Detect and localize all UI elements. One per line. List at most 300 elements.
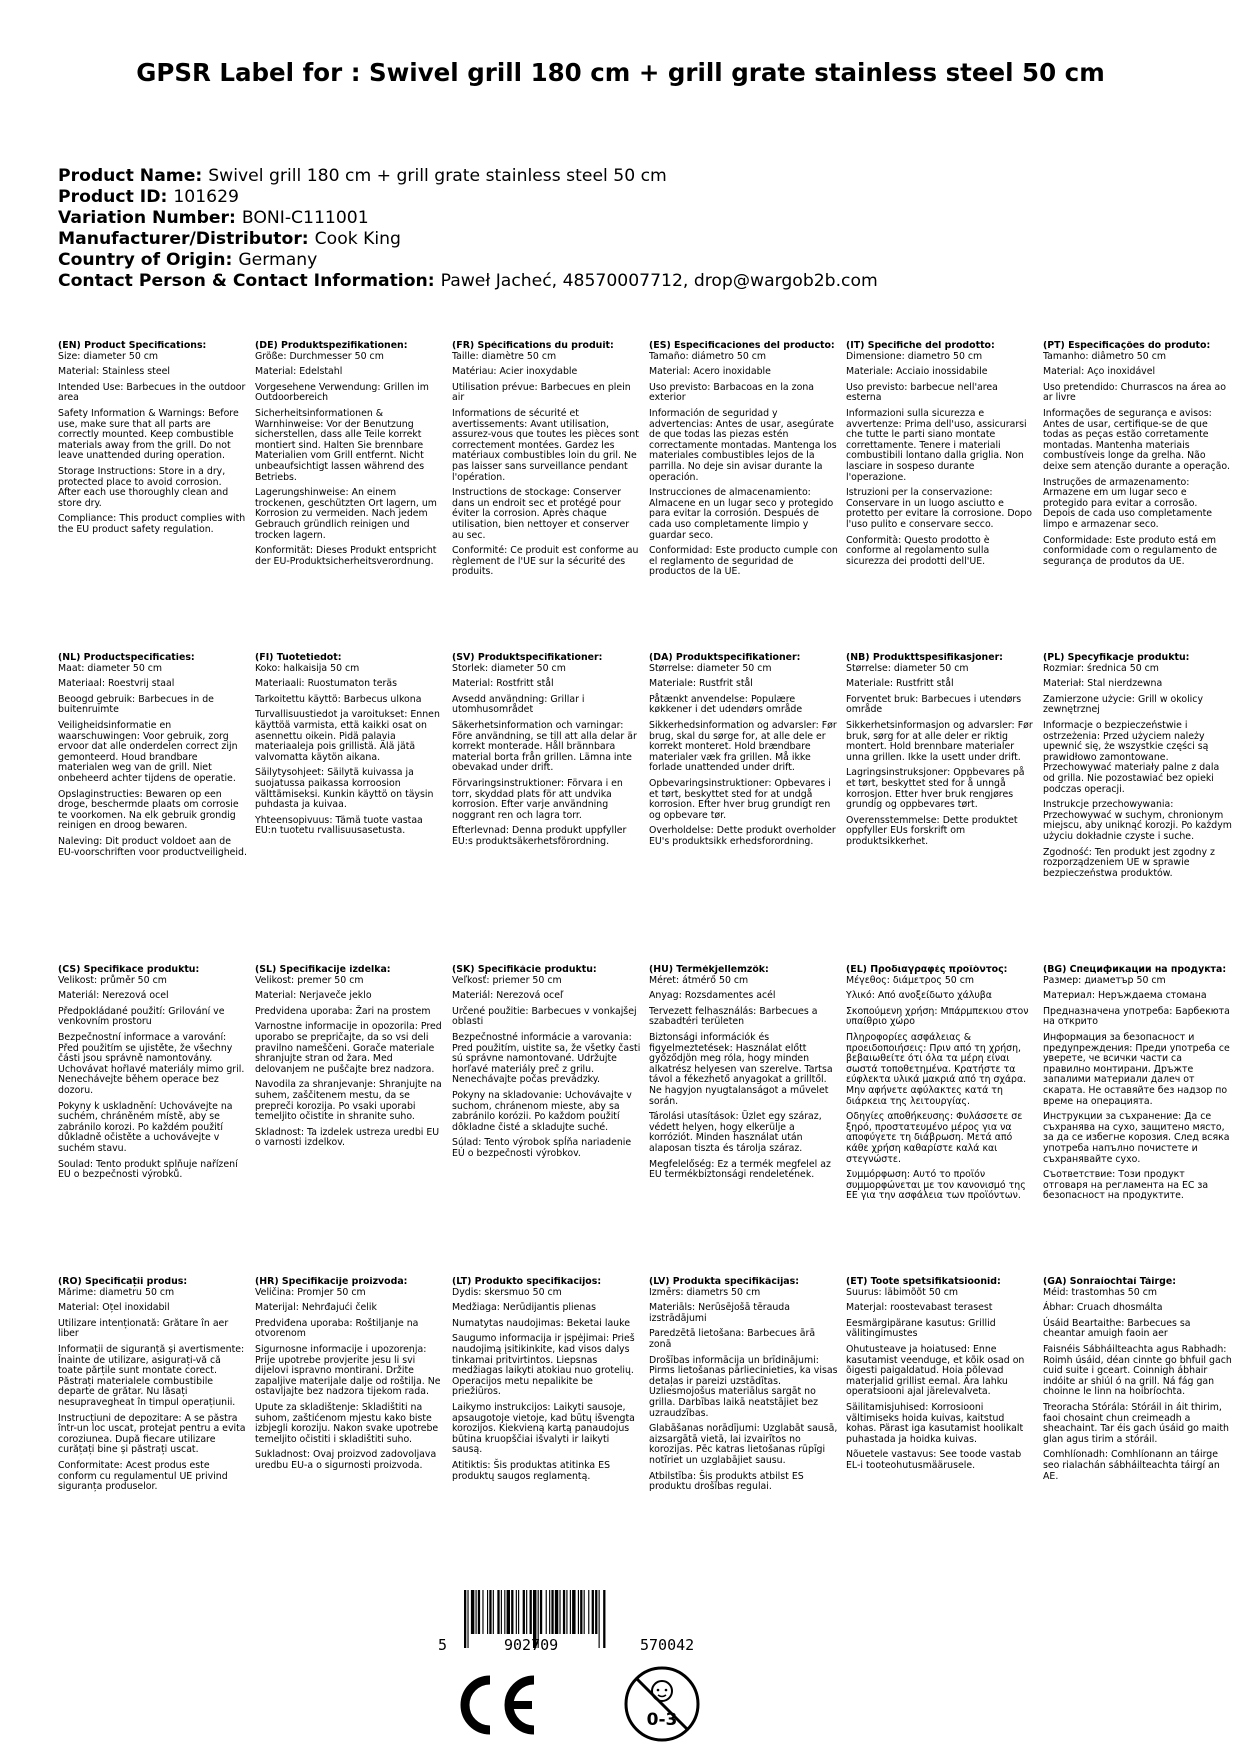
spec-paragraph xyxy=(255,1403,444,1445)
spec-text: Beoogd gebruik: Barbecues in de buitenruimte xyxy=(58,693,214,716)
spec-text: Zgodność: Ten produkt jest zgodny z rozporządzeniem UE w sprawie bezpieczeństwa produktów. xyxy=(1043,846,1215,879)
spec-text: Veľkosť: priemer 50 cm xyxy=(452,974,562,986)
spec-text: Säilytysohjeet: Säilytä kuivassa ja suojatussa paikassa korroosion välttämiseksi. Kunkin käyttö on täysin puhdasta ja kuivaa. xyxy=(255,767,434,811)
spec-text: Material: Rostfritt stål xyxy=(452,678,554,690)
spec-paragraph xyxy=(1043,478,1232,531)
spec-paragraph xyxy=(452,409,641,483)
page-title: GPSR Label for : Swivel grill 180 cm + grill grate stainless steel 50 cm xyxy=(136,58,1105,87)
product-info xyxy=(58,166,1188,292)
spec-paragraph xyxy=(649,367,838,378)
spec-text: Istruzioni per la conservazione: Conservare in un luogo asciutto e protetto per evitare la corrosione. Dopo l'uso pulito e conservare secco. xyxy=(846,487,1032,530)
spec-text: Instrucțiuni de depozitare: A se păstra într-un loc uscat, protejat pentru a evita coroziunea. După fiecare utilizare curățați bine și păstrați uscat. xyxy=(58,1412,246,1456)
spec-text: Yhteensopivuus: Tämä tuote vastaa EU:n tuotetu rvallisuusasetusta. xyxy=(255,814,423,837)
spec-heading: (EL) Προδιαγραφές προϊόντος: xyxy=(846,965,1008,975)
spec-text: Materiál: Nerezová oceľ xyxy=(452,990,564,1002)
spec-block xyxy=(1043,341,1240,653)
spec-paragraph xyxy=(452,1334,641,1398)
spec-text: Πληροφορίες ασφάλειας & προειδοποιήσεις: Πριν από τη χρήση, βεβαιωθείτε ότι όλα τα μέρη είναι σωστά τοποθετημένα. Κρατήστε τα εύφλεκτα υλικά μακριά από τη σχάρα. Μην αφήνετε αφύλακτες κατά τη διάρκεια της λειτουργίας. xyxy=(846,1031,1027,1107)
spec-text: Súlad: Tento výrobok spĺňa nariadenie EÚ o bezpečnosti výrobkov. xyxy=(452,1137,632,1159)
info-label: Country of Origin: xyxy=(58,250,233,270)
spec-block xyxy=(452,965,649,1277)
spec-text: Størrelse: diameter 50 cm xyxy=(649,662,772,674)
spec-heading: (RO) Specificații produs: xyxy=(58,1277,188,1287)
spec-text: Sicherheitsinformationen & Warnhinweise: Vor der Benutzung sicherstellen, dass alle Teile korrekt montiert sind. Halten Sie brennbare Materialien vom Grill entfernt. Nicht unbeaufsichtigt lassen während des Betriebs. xyxy=(255,407,425,483)
spec-paragraph xyxy=(846,1033,1035,1107)
language-spec-grid xyxy=(58,341,1238,1589)
spec-text: Pokyny k uskladnění: Uchovávejte na suchém, chráněném místě, aby se zabránilo korozi. Po každém použití důkladně očistěte a uchovávejte v suchém stavu. xyxy=(58,1100,233,1154)
spec-paragraph xyxy=(58,965,247,986)
spec-paragraph xyxy=(58,653,247,674)
age-warning-label: 0-3 xyxy=(646,1710,678,1730)
barcode-bar xyxy=(489,1590,491,1634)
spec-block xyxy=(255,965,452,1277)
spec-text: Megfelelőség: Ez a termék megfelel az EU termékbiztonsági rendeletének. xyxy=(649,1158,831,1181)
barcode-bar xyxy=(540,1590,542,1634)
spec-paragraph xyxy=(846,816,1035,848)
spec-text: Comhlíonadh: Comhlíonann an táirge seo rialachán sábháilteachta táirgí an AE. xyxy=(1043,1449,1220,1482)
barcode-bar xyxy=(549,1590,550,1634)
spec-paragraph xyxy=(649,721,838,774)
spec-heading: (IT) Specifiche del prodotto: xyxy=(846,341,995,351)
info-variation-number xyxy=(58,208,1188,229)
spec-paragraph xyxy=(649,341,838,362)
spec-paragraph xyxy=(255,1080,444,1122)
spec-text: Sukladnost: Ovaj proizvod zadovoljava uredbu EU-a o sigurnosti proizvoda. xyxy=(255,1449,437,1471)
spec-paragraph xyxy=(649,653,838,674)
spec-text: Atitiktis: Šis produktas atitinka ES produktų saugos reglamentą. xyxy=(452,1459,611,1482)
spec-text: Pokyny na skladovanie: Uchovávajte v suchom, chránenom mieste, aby sa zabránilo korózii. Po každom použití dôkladne čisté a skladujte suché. xyxy=(452,1089,632,1133)
spec-text: Mărime: diametru 50 cm xyxy=(58,1286,175,1298)
spec-paragraph xyxy=(846,367,1035,378)
spec-paragraph xyxy=(1043,341,1232,362)
spec-text: Forventet bruk: Barbecues i utendørs område xyxy=(846,693,1022,716)
spec-text: Uso previsto: barbecue nell'area esterna xyxy=(846,381,998,404)
spec-paragraph xyxy=(452,991,641,1002)
spec-paragraph xyxy=(255,1277,444,1298)
spec-text: Materjal: roostevabast terasest xyxy=(846,1302,993,1314)
spec-paragraph xyxy=(846,409,1035,483)
spec-heading: (NB) Produkttspesifikasjoner: xyxy=(846,653,1003,663)
spec-paragraph xyxy=(846,341,1035,362)
info-label: Product Name: xyxy=(58,166,203,186)
spec-text: Materiale: Acciaio inossidabile xyxy=(846,366,988,378)
spec-paragraph xyxy=(255,383,444,404)
spec-heading: (ES) Especificaciones del producto: xyxy=(649,341,835,351)
info-product-id xyxy=(58,187,1188,208)
spec-paragraph xyxy=(649,546,838,578)
spec-paragraph xyxy=(1043,1450,1232,1482)
spec-heading: (HU) Termékjellemzők: xyxy=(649,965,769,975)
spec-text: Ábhar: Cruach dhosmálta xyxy=(1043,1302,1163,1314)
spec-paragraph xyxy=(1043,991,1232,1002)
spec-paragraph xyxy=(1043,1277,1232,1298)
spec-text: Velikost: průměr 50 cm xyxy=(58,974,167,986)
spec-text: Velikost: premer 50 cm xyxy=(255,974,364,986)
barcode-bar xyxy=(523,1590,525,1634)
spec-paragraph xyxy=(452,826,641,847)
barcode-bar xyxy=(511,1590,513,1634)
spec-paragraph xyxy=(452,1138,641,1159)
spec-paragraph xyxy=(255,1450,444,1471)
spec-block xyxy=(649,653,846,965)
spec-block xyxy=(846,965,1043,1277)
spec-text: Soulad: Tento produkt splňuje nařízení EU o bezpečnosti výrobků. xyxy=(58,1158,238,1181)
ce-mark-icon xyxy=(454,1674,538,1736)
spec-text: Predvidena uporaba: Žari na prostem xyxy=(255,1005,431,1017)
spec-text: Предназначена употреба: Барбекюта на открито xyxy=(1043,1005,1230,1028)
spec-block xyxy=(846,653,1043,965)
spec-paragraph xyxy=(1043,367,1232,378)
spec-paragraph xyxy=(1043,1033,1232,1107)
spec-paragraph xyxy=(255,695,444,706)
spec-paragraph xyxy=(58,383,247,404)
spec-paragraph xyxy=(649,1329,838,1350)
barcode-bar xyxy=(570,1590,571,1634)
spec-heading: (PT) Especificações do produto: xyxy=(1043,341,1211,351)
spec-paragraph xyxy=(452,383,641,404)
spec-paragraph xyxy=(452,1403,641,1456)
spec-text: Laikymo instrukcijos: Laikyti sausoje, apsaugotoje vietoje, kad būtų išvengta korozijos. Kiekvieną kartą panaudojus būtina kruopščiai išvalyti ir laikyti sausą. xyxy=(452,1401,635,1456)
info-value: Paweł Jacheć, 48570007712, drop@wargob2b.com xyxy=(440,271,878,291)
spec-paragraph xyxy=(649,1033,838,1107)
spec-block xyxy=(649,965,846,1277)
spec-paragraph xyxy=(846,653,1035,674)
spec-text: Treoracha Stórála: Stóráil in áit thirim, faoi chosaint chun creimeadh a sheachaint. Tar éis gach úsáid go maith glan agus tirim a stóráil. xyxy=(1043,1401,1229,1445)
info-country-of-origin xyxy=(58,250,1188,271)
spec-text: Informații de siguranță și avertismente: Înainte de utilizare, asigurați-vă că toate părțile sunt montate corect. Păstrați materialele combustibile departe de grătar. Nu lăsați nesupravegheat în timpul operațiunii. xyxy=(58,1343,245,1408)
spec-paragraph xyxy=(846,1303,1035,1314)
spec-text: Størrelse: diameter 50 cm xyxy=(846,662,969,674)
spec-text: Påtænkt anvendelse: Populære køkkener i det udendørs område xyxy=(649,693,803,716)
barcode-bar xyxy=(546,1590,547,1634)
spec-block xyxy=(846,1277,1043,1589)
spec-paragraph xyxy=(846,695,1035,716)
info-label: Variation Number: xyxy=(58,208,236,228)
spec-text: Veličina: Promjer 50 cm xyxy=(255,1286,366,1298)
barcode-bar xyxy=(559,1590,560,1634)
spec-text: Material: Nerjaveče jeklo xyxy=(255,990,372,1002)
spec-text: Συμμόρφωση: Αυτό το προϊόν συμμορφώνεται με τον κανονισμό της ΕΕ για την ασφάλεια των προϊόντων. xyxy=(846,1169,1026,1202)
spec-paragraph xyxy=(58,1345,247,1409)
spec-text: Tervezett felhasználás: Barbecues a szabadtéri területen xyxy=(649,1005,818,1028)
spec-text: Materiaali: Ruostumaton teräs xyxy=(255,678,397,690)
spec-paragraph xyxy=(255,409,444,483)
spec-text: Overholdelse: Dette produkt overholder EU's produktsikk erhedsforordning. xyxy=(649,825,836,847)
spec-text: Faisnéis Sábháilteachta agus Rabhadh: Roimh úsáid, déan cinnte go bhfuil gach cuid suite i gceart. Coinnigh ábhair indóite ar shiúl ó na grill. Ná fág gan choinne le linn na hoibríochta. xyxy=(1043,1343,1232,1398)
spec-paragraph xyxy=(58,409,247,462)
spec-paragraph xyxy=(58,695,247,716)
spec-paragraph xyxy=(1043,1303,1232,1314)
spec-paragraph xyxy=(1043,653,1232,674)
barcode-bar xyxy=(493,1590,494,1634)
barcode-bar xyxy=(516,1590,517,1634)
spec-paragraph xyxy=(846,1170,1035,1202)
spec-paragraph xyxy=(58,367,247,378)
spec-text: Zamierzone użycie: Grill w okolicy zewnętrznej xyxy=(1043,693,1203,716)
spec-text: Storage Instructions: Store in a dry, protected place to avoid corrosion. After each use thoroughly clean and store dry. xyxy=(58,465,229,509)
spec-text: Conformidad: Este producto cumple con el reglamento de seguridad de productos de la UE. xyxy=(649,545,838,578)
spec-paragraph xyxy=(1043,721,1232,795)
barcode-bar xyxy=(530,1590,532,1634)
spec-paragraph xyxy=(846,1403,1035,1445)
spec-text: Storlek: diameter 50 cm xyxy=(452,662,566,674)
spec-paragraph xyxy=(1043,1345,1232,1398)
spec-paragraph xyxy=(452,695,641,716)
spec-heading: (GA) Sonraíochtaí Táirge: xyxy=(1043,1277,1176,1287)
spec-paragraph xyxy=(255,1319,444,1340)
spec-text: Naleving: Dit product voldoet aan de EU-voorschriften voor productveiligheid. xyxy=(58,835,247,858)
barcode-digit-group: 902709 xyxy=(504,1636,559,1654)
spec-paragraph xyxy=(846,768,1035,810)
spec-paragraph xyxy=(649,1356,838,1420)
spec-paragraph xyxy=(452,679,641,690)
spec-paragraph xyxy=(846,965,1035,986)
spec-heading: (DA) Produktspecifikationer: xyxy=(649,653,801,663)
spec-text: Conformitate: Acest produs este conform cu regulamentul UE privind siguranța produselor. xyxy=(58,1459,228,1493)
spec-text: Méret: átmérő 50 cm xyxy=(649,974,749,986)
spec-paragraph xyxy=(846,679,1035,690)
spec-paragraph xyxy=(1043,536,1232,568)
spec-text: Navodila za shranjevanje: Shranjujte na suhem, zaščitenem mestu, da se prepreči korozija. Po vsaki uporabi temeljito očistite in shranite suho. xyxy=(255,1079,442,1123)
spec-text: Förvaringsinstruktioner: Förvara i en torr, skyddad plats för att undvika korrosion. Efter varje användning noggrant ren och lagra torr. xyxy=(452,777,623,821)
spec-text: Σκοπούμενη χρήση: Μπάρμπεκιου στον υπαίθριο χώρο xyxy=(846,1005,1029,1028)
spec-heading: (CS) Specifikace produktu: xyxy=(58,965,200,975)
spec-block xyxy=(58,1277,255,1589)
spec-text: Tárolási utasítások: Üzlet egy száraz, védett helyen, hogy elkerülje a korróziót. Minden használat után alaposan tiszta és tárolja száraz. xyxy=(649,1111,822,1154)
spec-text: Suurus: läbimõõt 50 cm xyxy=(846,1286,959,1298)
barcode-bar xyxy=(487,1590,488,1634)
info-contact xyxy=(58,271,1188,292)
spec-paragraph xyxy=(255,546,444,567)
spec-heading: (SL) Specifikacije izdelka: xyxy=(255,965,391,975)
spec-paragraph xyxy=(255,653,444,674)
barcode-bar xyxy=(584,1590,585,1634)
spec-paragraph xyxy=(649,1112,838,1154)
spec-paragraph xyxy=(649,1303,838,1324)
spec-text: Úsáid Beartaithe: Barbecues sa cheantar amuigh faoin aer xyxy=(1043,1317,1191,1340)
spec-text: Dydis: skersmuo 50 cm xyxy=(452,1286,562,1298)
spec-block xyxy=(58,341,255,653)
spec-paragraph xyxy=(1043,695,1232,716)
spec-text: Konformität: Dieses Produkt entspricht der EU-Produktsicherheitsverordnung. xyxy=(255,545,437,567)
spec-paragraph xyxy=(649,383,838,404)
spec-text: Atbilstība: Šis produkts atbilst ES produktu drošības regulai. xyxy=(649,1470,804,1493)
spec-paragraph xyxy=(1043,1170,1232,1202)
spec-paragraph xyxy=(846,1277,1035,1298)
spec-paragraph xyxy=(649,1007,838,1028)
spec-paragraph xyxy=(1043,1112,1232,1165)
spec-text: Sigurnosne informacije i upozorenja: Prije upotrebe provjerite jesu li svi dijelovi ispravno montirani. Držite zapaljive materijale dalje od roštilja. Ne ostavljajte bez nadzora tijekom rada. xyxy=(255,1343,441,1398)
spec-text: Informations de sécurité et avertissements: Avant utilisation, assurez-vous que toutes les pièces sont correctement montées. Gardez les matériaux combustibles loin du gril. Ne pas laisser sans surveillance pendant l'opération. xyxy=(452,407,639,483)
barcode-bar xyxy=(555,1590,558,1634)
barcode-bar xyxy=(572,1590,575,1634)
spec-paragraph xyxy=(255,1022,444,1075)
spec-text: Anyag: Rozsdamentes acél xyxy=(649,990,776,1002)
spec-block xyxy=(1043,965,1240,1277)
spec-paragraph xyxy=(452,779,641,821)
spec-text: Size: diameter 50 cm xyxy=(58,350,159,362)
spec-heading: (NL) Productspecificaties: xyxy=(58,653,195,663)
spec-text: Nõuetele vastavus: See toode vastab EL-i tooteohutusmäärusele. xyxy=(846,1449,1022,1471)
barcode-bar xyxy=(467,1590,468,1648)
spec-paragraph xyxy=(452,488,641,541)
barcode-bar xyxy=(566,1590,567,1634)
spec-paragraph xyxy=(255,679,444,690)
spec-text: Material: Stainless steel xyxy=(58,366,170,378)
spec-paragraph xyxy=(255,1303,444,1314)
barcode-bar xyxy=(578,1590,579,1634)
info-value: Swivel grill 180 cm + grill grate stainless steel 50 cm xyxy=(208,166,667,186)
spec-text: Материал: Неръждаема стомана xyxy=(1043,990,1207,1002)
spec-text: Taille: diamètre 50 cm xyxy=(452,350,557,362)
barcode-bar xyxy=(464,1590,466,1648)
spec-text: Größe: Durchmesser 50 cm xyxy=(255,350,384,362)
spec-paragraph xyxy=(255,710,444,763)
spec-block xyxy=(649,1277,846,1589)
spec-paragraph xyxy=(255,1128,444,1149)
spec-paragraph xyxy=(452,1033,641,1086)
spec-text: Bezpečnostní informace a varování: Před použitím se ujistěte, že všechny části jsou správně namontovány. Uchovávat hořlavé materiály mimo gril. Nenechávejte během operace bez dozoru. xyxy=(58,1031,245,1096)
barcode-bar xyxy=(595,1590,597,1634)
spec-paragraph xyxy=(846,488,1035,530)
spec-text: Lagringsinstruksjoner: Oppbevares på et tørt, beskyttet sted for å unngå korrosjon. Etter hver bruk rengjøres grundig og oppbevares tørt. xyxy=(846,767,1025,811)
spec-paragraph xyxy=(452,1277,641,1298)
spec-block xyxy=(452,341,649,653)
spec-text: Rozmiar: średnica 50 cm xyxy=(1043,662,1159,674)
spec-text: Medžiaga: Nerūdijantis plienas xyxy=(452,1302,596,1314)
spec-text: Vorgesehene Verwendung: Grillen im Outdoorbereich xyxy=(255,381,429,404)
spec-paragraph xyxy=(58,1007,247,1028)
spec-paragraph xyxy=(649,679,838,690)
barcode-bar xyxy=(592,1590,594,1634)
spec-paragraph xyxy=(58,1414,247,1456)
spec-paragraph xyxy=(1043,1007,1232,1028)
spec-text: Biztonsági információk és figyelmeztetések: Használat előtt győződjön meg róla, hogy minden alkatrész helyesen van szerelve. Tartsa távol a fékezhető anyagokat a grilltől. Ne hagyjon nyugtalanságot a művelet során. xyxy=(649,1031,833,1107)
barcode-bar xyxy=(471,1590,474,1634)
spec-text: Skladnost: Ta izdelek ustreza uredbi EU o varnosti izdelkov. xyxy=(255,1126,440,1149)
spec-paragraph xyxy=(649,1277,838,1298)
spec-paragraph xyxy=(452,1319,641,1330)
spec-paragraph xyxy=(649,695,838,716)
spec-text: Materiale: Rustfrit stål xyxy=(649,678,753,690)
spec-block xyxy=(255,1277,452,1589)
spec-text: Información de seguridad y advertencias: Antes de usar, asegúrate de que todas las piezas estén correctamente montadas. Mantenga los materiales combustibles lejos de la parrilla. No deje sin avisar durante la operación. xyxy=(649,407,837,483)
spec-paragraph xyxy=(58,790,247,832)
spec-text: Overensstemmelse: Dette produktet oppfyller EUs forskrift om produktsikkerhet. xyxy=(846,814,1018,847)
spec-paragraph xyxy=(58,467,247,509)
barcode-digit-group: 5 xyxy=(438,1636,448,1654)
spec-text: Tarkoitettu käyttö: Barbecus ulkona xyxy=(255,693,422,705)
barcode-bar xyxy=(497,1590,499,1634)
spec-text: Materiál: Nerezová ocel xyxy=(58,990,169,1002)
spec-paragraph xyxy=(255,991,444,1002)
spec-text: Méid: trastomhas 50 cm xyxy=(1043,1286,1158,1298)
spec-text: Koko: halkaisija 50 cm xyxy=(255,662,360,674)
spec-text: Instrukcje przechowywania: Przechowywać w suchym, chronionym miejscu, aby uniknąć korozji. Po każdym użyciu dokładnie czyste i suche. xyxy=(1043,799,1232,842)
spec-text: Saugumo informacija ir įspėjimai: Prieš naudojimą įsitikinkite, kad visos dalys tinkamai pritvirtintos. Liepsnas medžiagas laikyti atokiau nuo grotelių. Operacijos metu nepalikite be priežiūros. xyxy=(452,1333,635,1398)
spec-text: Информация за безопасност и предупреждения: Преди употреба се уверете, че всички части са правилно монтирани. Дръжте запалими материали далеч от скарата. Не оставяйте без надзор по време на операцията. xyxy=(1043,1031,1230,1107)
spec-block xyxy=(58,653,255,965)
spec-paragraph xyxy=(58,1303,247,1314)
spec-block xyxy=(846,341,1043,653)
spec-text: Utilizare intenționată: Grătare în aer liber xyxy=(58,1317,229,1340)
spec-text: Určené použitie: Barbecues v vonkajšej oblasti xyxy=(452,1005,637,1028)
spec-text: Conformité: Ce produit est conforme au règlement de l'UE sur la sécurité des produits. xyxy=(452,545,639,578)
spec-heading: (HR) Specifikacije proizvoda: xyxy=(255,1277,408,1287)
spec-text: Numatytas naudojimas: Beketai lauke xyxy=(452,1317,630,1329)
barcode-bar xyxy=(478,1590,480,1634)
spec-paragraph xyxy=(255,1345,444,1398)
spec-heading: (SK) Špecifikácie produktu: xyxy=(452,965,597,975)
spec-heading: (BG) Спецификации на продукта: xyxy=(1043,965,1227,975)
spec-paragraph xyxy=(452,1007,641,1028)
barcode-bar xyxy=(501,1590,502,1634)
barcode-bar xyxy=(588,1590,589,1634)
age-warning-icon xyxy=(622,1664,702,1744)
barcode-bar xyxy=(518,1590,519,1634)
spec-text: Opbevaringsinstruktioner: Opbevares i et tørt, beskyttet sted for at undgå korrosion. Efter hver brug grundigt ren og opbevare tør. xyxy=(649,777,831,821)
spec-text: Instrucciones de almacenamiento: Almacene en un lugar seco y protegido para evitar la corrosión. Después de cada uso completamente limpio y guardar seco. xyxy=(649,487,834,541)
spec-text: Informazioni sulla sicurezza e avvertenze: Prima dell'uso, assicurarsi che tutte le parti siano montate correttamente. Tenere i materiali combustibili lontano dalla griglia. Non lasciare in sospeso durante l'operazione. xyxy=(846,407,1027,483)
info-label: Contact Person & Contact Information: xyxy=(58,271,435,291)
barcode xyxy=(438,1590,750,1652)
spec-paragraph xyxy=(649,1160,838,1181)
spec-paragraph xyxy=(58,721,247,785)
spec-text: Dimensione: diametro 50 cm xyxy=(846,350,983,362)
spec-paragraph xyxy=(58,1461,247,1493)
spec-paragraph xyxy=(649,965,838,986)
spec-text: Compliance: This product complies with the EU product safety regulation. xyxy=(58,513,246,535)
spec-text: Matériau: Acier inoxydable xyxy=(452,366,578,378)
spec-text: Glabāšanas norādījumi: Uzglabāt sausā, aizsargātā vietā, lai izvairītos no korozijas. Pēc katras lietošanas rūpīgi notīriet un uzglabājiet sausu. xyxy=(649,1423,838,1466)
barcode-bar xyxy=(476,1590,477,1634)
spec-text: Tamaño: diámetro 50 cm xyxy=(649,350,767,362)
spec-paragraph xyxy=(58,679,247,690)
spec-text: Μέγεθος: διάμετρος 50 cm xyxy=(846,974,975,986)
spec-text: Instruções de armazenamento: Armazene em um lugar seco e protegido para evitar a corrosão. Depois de cada uso completamente limpo e armazenar seco. xyxy=(1043,476,1213,530)
spec-paragraph xyxy=(649,826,838,847)
spec-text: Instructions de stockage: Conserver dans un endroit sec et protégé pour éviter la corrosion. Après chaque utilisation, bien nettoyer et conserver au sec. xyxy=(452,487,630,541)
spec-text: Инструкции за съхранение: Да се съхранява на сухо, защитено място, за да се избегне корозия. След всяка употреба напълно почистете и съхранявайте сухо. xyxy=(1043,1111,1230,1165)
spec-text: Turvallisuustiedot ja varoitukset: Ennen käyttöä varmista, että kaikki osat on asennettu oikein. Pidä palavia materiaaleja pois grillistä. Älä jätä valvomatta käytön aikana. xyxy=(255,709,440,763)
spec-paragraph xyxy=(846,1345,1035,1398)
barcode-bar xyxy=(482,1590,483,1634)
spec-text: Izmērs: diametrs 50 cm xyxy=(649,1286,761,1298)
spec-text: Předpokládané použití: Grilování ve venkovním prostoru xyxy=(58,1005,225,1028)
spec-text: Tamanho: diâmetro 50 cm xyxy=(1043,350,1166,362)
spec-block xyxy=(1043,1277,1240,1589)
spec-heading: (LT) Produkto specifikacijos: xyxy=(452,1277,602,1287)
barcode-bar xyxy=(603,1590,605,1648)
spec-paragraph xyxy=(255,768,444,810)
spec-paragraph xyxy=(1043,1403,1232,1445)
barcode-bar xyxy=(599,1590,600,1648)
spec-text: Maat: diameter 50 cm xyxy=(58,662,163,674)
spec-paragraph xyxy=(452,1303,641,1314)
spec-heading: (PL) Specyfikacje produktu: xyxy=(1043,653,1190,663)
info-value: Cook King xyxy=(314,229,401,249)
spec-text: Размер: диаметър 50 cm xyxy=(1043,974,1166,986)
spec-text: Paredzētā lietošana: Barbecues ārā zonā xyxy=(649,1328,816,1350)
spec-text: Υλικό: Από ανοξείδωτο χάλυβα xyxy=(846,990,992,1002)
spec-text: Avsedd användning: Grillar i utomhusområdet xyxy=(452,693,585,716)
spec-paragraph xyxy=(452,653,641,674)
spec-text: Utilisation prévue: Barbecues en plein air xyxy=(452,381,631,404)
spec-text: Informações de segurança e avisos: Antes de usar, certifique-se de que todas as peças estão corretamente montadas. Mantenha materiais combustíveis longe da grelha. Não deixe sem atenção durante a operação. xyxy=(1043,407,1230,472)
spec-text: Varnostne informacije in opozorila: Pred uporabo se prepričajte, da so vsi deli pravilno nameščeni. Gorače materiale shranjujte stran od žara. Med delovanjem ne puščajte brez nadzora. xyxy=(255,1021,442,1075)
spec-paragraph xyxy=(846,383,1035,404)
spec-heading: (FI) Tuotetiedot: xyxy=(255,653,342,663)
